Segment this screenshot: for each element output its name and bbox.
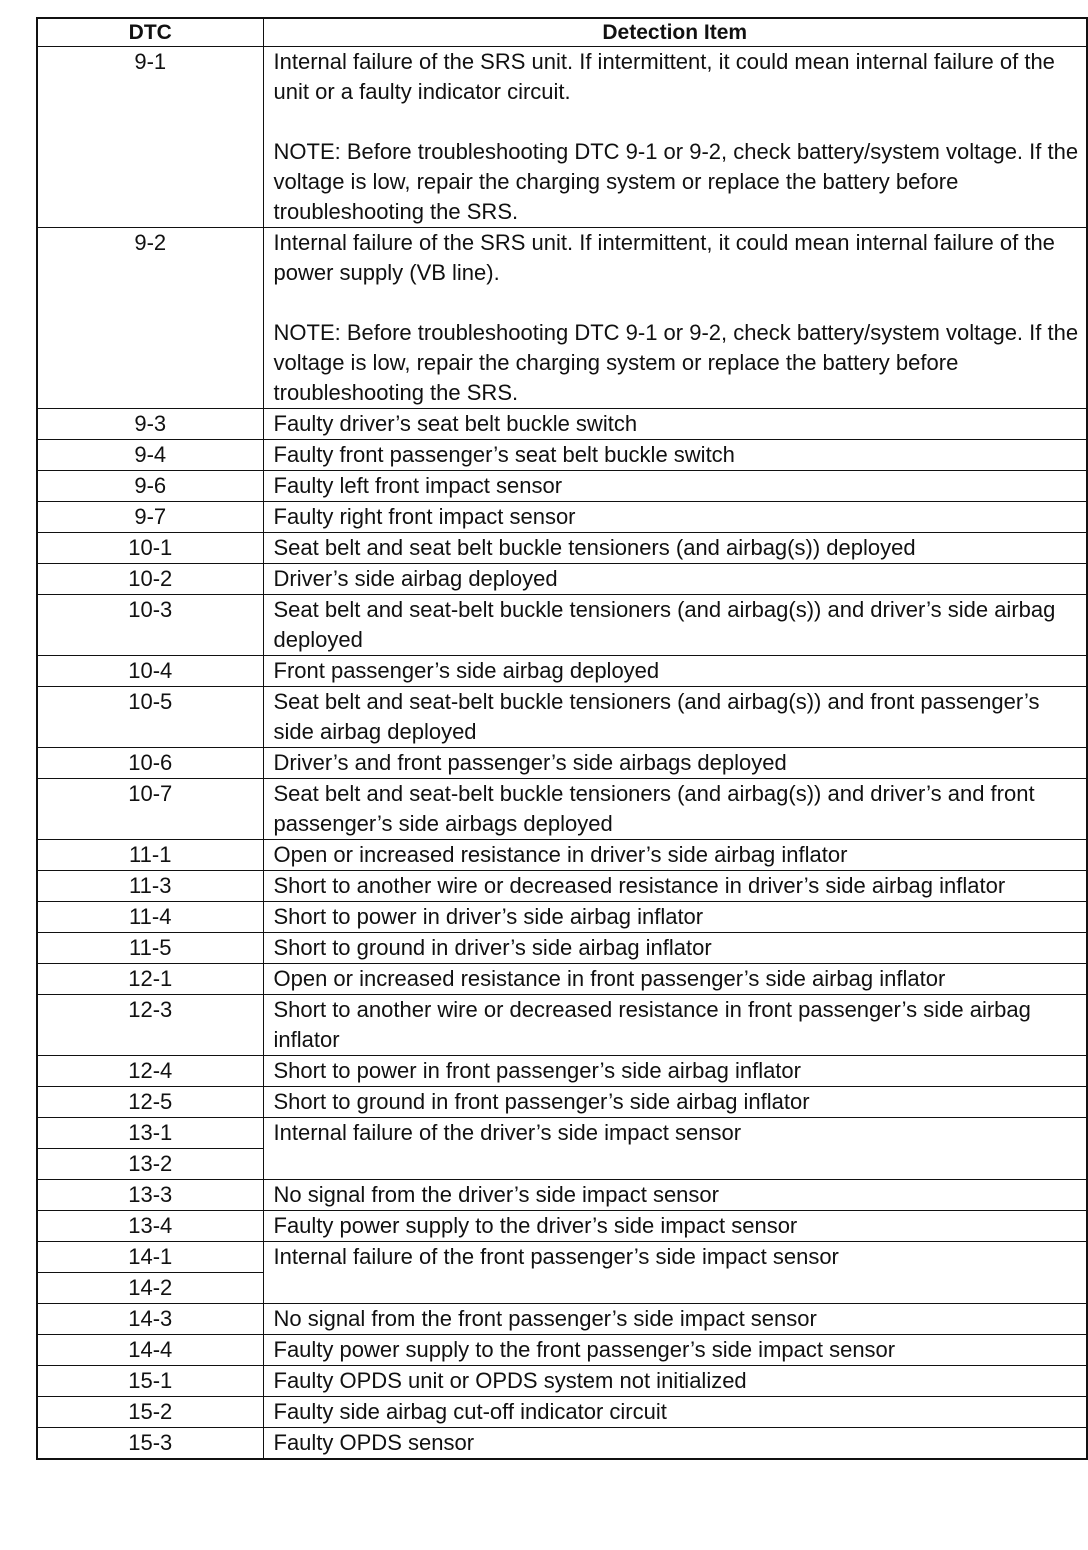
detection-item: Faulty OPDS sensor: [263, 1428, 1087, 1460]
dtc-code: 12-5: [37, 1087, 263, 1118]
table-row: [37, 502, 1087, 533]
table-row: [37, 871, 1087, 902]
dtc-code: 14-2: [37, 1273, 263, 1304]
detection-item: Driver’s and front passenger’s side airbags deployed: [263, 748, 1087, 779]
table-row: [37, 933, 1087, 964]
table-row: [37, 1397, 1087, 1428]
detection-note: NOTE: Before troubleshooting DTC 9-1 or 9-2, check battery/system voltage. If the voltage is low, repair the charging system or replace the battery before troubleshooting the SRS.: [273, 320, 1079, 405]
detection-item: Faulty driver’s seat belt buckle switch: [263, 409, 1087, 440]
detection-text: Internal failure of the SRS unit. If intermittent, it could mean internal failure of the power supply (VB line).: [273, 230, 1055, 285]
table-row: [37, 564, 1087, 595]
detection-item: [263, 228, 1087, 409]
detection-item: Faulty side airbag cut-off indicator circuit: [263, 1397, 1087, 1428]
table-row: [37, 656, 1087, 687]
table-row: [37, 748, 1087, 779]
table-row: [37, 595, 1087, 656]
table-row: [37, 964, 1087, 995]
detection-item: Faulty left front impact sensor: [263, 471, 1087, 502]
table-row: [37, 840, 1087, 871]
dtc-code: 9-4: [37, 440, 263, 471]
header-dtc: DTC: [37, 18, 263, 47]
dtc-code: 10-2: [37, 564, 263, 595]
dtc-code: 9-7: [37, 502, 263, 533]
table-row: [37, 1428, 1087, 1460]
dtc-code: 12-4: [37, 1056, 263, 1087]
dtc-code: 14-1: [37, 1242, 263, 1273]
detection-item: Short to another wire or decreased resistance in front passenger’s side airbag inflator: [263, 995, 1087, 1056]
dtc-code: 10-1: [37, 533, 263, 564]
table-row: [37, 687, 1087, 748]
dtc-code: 9-1: [37, 47, 263, 228]
detection-item: No signal from the front passenger’s side impact sensor: [263, 1304, 1087, 1335]
detection-item: Short to ground in driver’s side airbag inflator: [263, 933, 1087, 964]
dtc-code: 12-3: [37, 995, 263, 1056]
detection-item: Front passenger’s side airbag deployed: [263, 656, 1087, 687]
table-row: [37, 1180, 1087, 1211]
detection-item: Short to power in front passenger’s side airbag inflator: [263, 1056, 1087, 1087]
detection-item: No signal from the driver’s side impact sensor: [263, 1180, 1087, 1211]
table-row: [37, 1335, 1087, 1366]
dtc-code: 14-4: [37, 1335, 263, 1366]
detection-item: Faulty front passenger’s seat belt buckle switch: [263, 440, 1087, 471]
header-detection-item: Detection Item: [263, 18, 1087, 47]
table-row: [37, 1056, 1087, 1087]
table-row: [37, 1087, 1087, 1118]
dtc-code: 15-2: [37, 1397, 263, 1428]
detection-item: Driver’s side airbag deployed: [263, 564, 1087, 595]
dtc-code: 15-3: [37, 1428, 263, 1460]
detection-item: Open or increased resistance in front passenger’s side airbag inflator: [263, 964, 1087, 995]
detection-item: Open or increased resistance in driver’s side airbag inflator: [263, 840, 1087, 871]
detection-item: Seat belt and seat-belt buckle tensioners (and airbag(s)) and driver’s side airbag deployed: [263, 595, 1087, 656]
dtc-code: 9-2: [37, 228, 263, 409]
table-row: [37, 47, 1087, 228]
table-row: [37, 779, 1087, 840]
dtc-code: 10-3: [37, 595, 263, 656]
table-row: [37, 533, 1087, 564]
table-row: [37, 1211, 1087, 1242]
dtc-code: 10-6: [37, 748, 263, 779]
detection-item: Faulty power supply to the driver’s side impact sensor: [263, 1211, 1087, 1242]
detection-item: Seat belt and seat-belt buckle tensioners (and airbag(s)) and front passenger’s side airbag deployed: [263, 687, 1087, 748]
dtc-code: 10-7: [37, 779, 263, 840]
table-header-row: [37, 18, 1087, 47]
detection-text: Internal failure of the SRS unit. If intermittent, it could mean internal failure of the unit or a faulty indicator circuit.: [273, 49, 1055, 104]
dtc-code: 15-1: [37, 1366, 263, 1397]
detection-item: Seat belt and seat belt buckle tensioners (and airbag(s)) deployed: [263, 533, 1087, 564]
dtc-code: 11-1: [37, 840, 263, 871]
dtc-table: [36, 17, 1088, 1460]
table-row: [37, 440, 1087, 471]
dtc-code: 10-4: [37, 656, 263, 687]
detection-note: NOTE: Before troubleshooting DTC 9-1 or 9-2, check battery/system voltage. If the voltage is low, repair the charging system or replace the battery before troubleshooting the SRS.: [273, 139, 1079, 224]
dtc-code: 12-1: [37, 964, 263, 995]
detection-item: Internal failure of the front passenger’s side impact sensor: [263, 1242, 1087, 1304]
dtc-code: 11-4: [37, 902, 263, 933]
dtc-code: 9-6: [37, 471, 263, 502]
dtc-code: 13-4: [37, 1211, 263, 1242]
table-row: [37, 902, 1087, 933]
dtc-code: 13-2: [37, 1149, 263, 1180]
dtc-code: 10-5: [37, 687, 263, 748]
table-row: [37, 995, 1087, 1056]
dtc-code: 14-3: [37, 1304, 263, 1335]
dtc-code: 13-1: [37, 1118, 263, 1149]
detection-item: Short to another wire or decreased resistance in driver’s side airbag inflator: [263, 871, 1087, 902]
detection-item: [263, 47, 1087, 228]
dtc-code: 11-3: [37, 871, 263, 902]
detection-item: Internal failure of the driver’s side impact sensor: [263, 1118, 1087, 1180]
detection-item: Short to ground in front passenger’s side airbag inflator: [263, 1087, 1087, 1118]
detection-item: Short to power in driver’s side airbag inflator: [263, 902, 1087, 933]
dtc-code: 13-3: [37, 1180, 263, 1211]
detection-item: Seat belt and seat-belt buckle tensioners (and airbag(s)) and driver’s and front passenger’s side airbags deployed: [263, 779, 1087, 840]
table-row: [37, 1366, 1087, 1397]
table-row: [37, 1304, 1087, 1335]
detection-item: Faulty right front impact sensor: [263, 502, 1087, 533]
detection-item: Faulty power supply to the front passenger’s side impact sensor: [263, 1335, 1087, 1366]
table-row: [37, 1242, 1087, 1273]
dtc-code: 11-5: [37, 933, 263, 964]
table-row: [37, 471, 1087, 502]
table-row: [37, 409, 1087, 440]
table-body: [37, 47, 1087, 1460]
detection-item: Faulty OPDS unit or OPDS system not initialized: [263, 1366, 1087, 1397]
table-row: [37, 228, 1087, 409]
dtc-code: 9-3: [37, 409, 263, 440]
table-row: [37, 1118, 1087, 1149]
